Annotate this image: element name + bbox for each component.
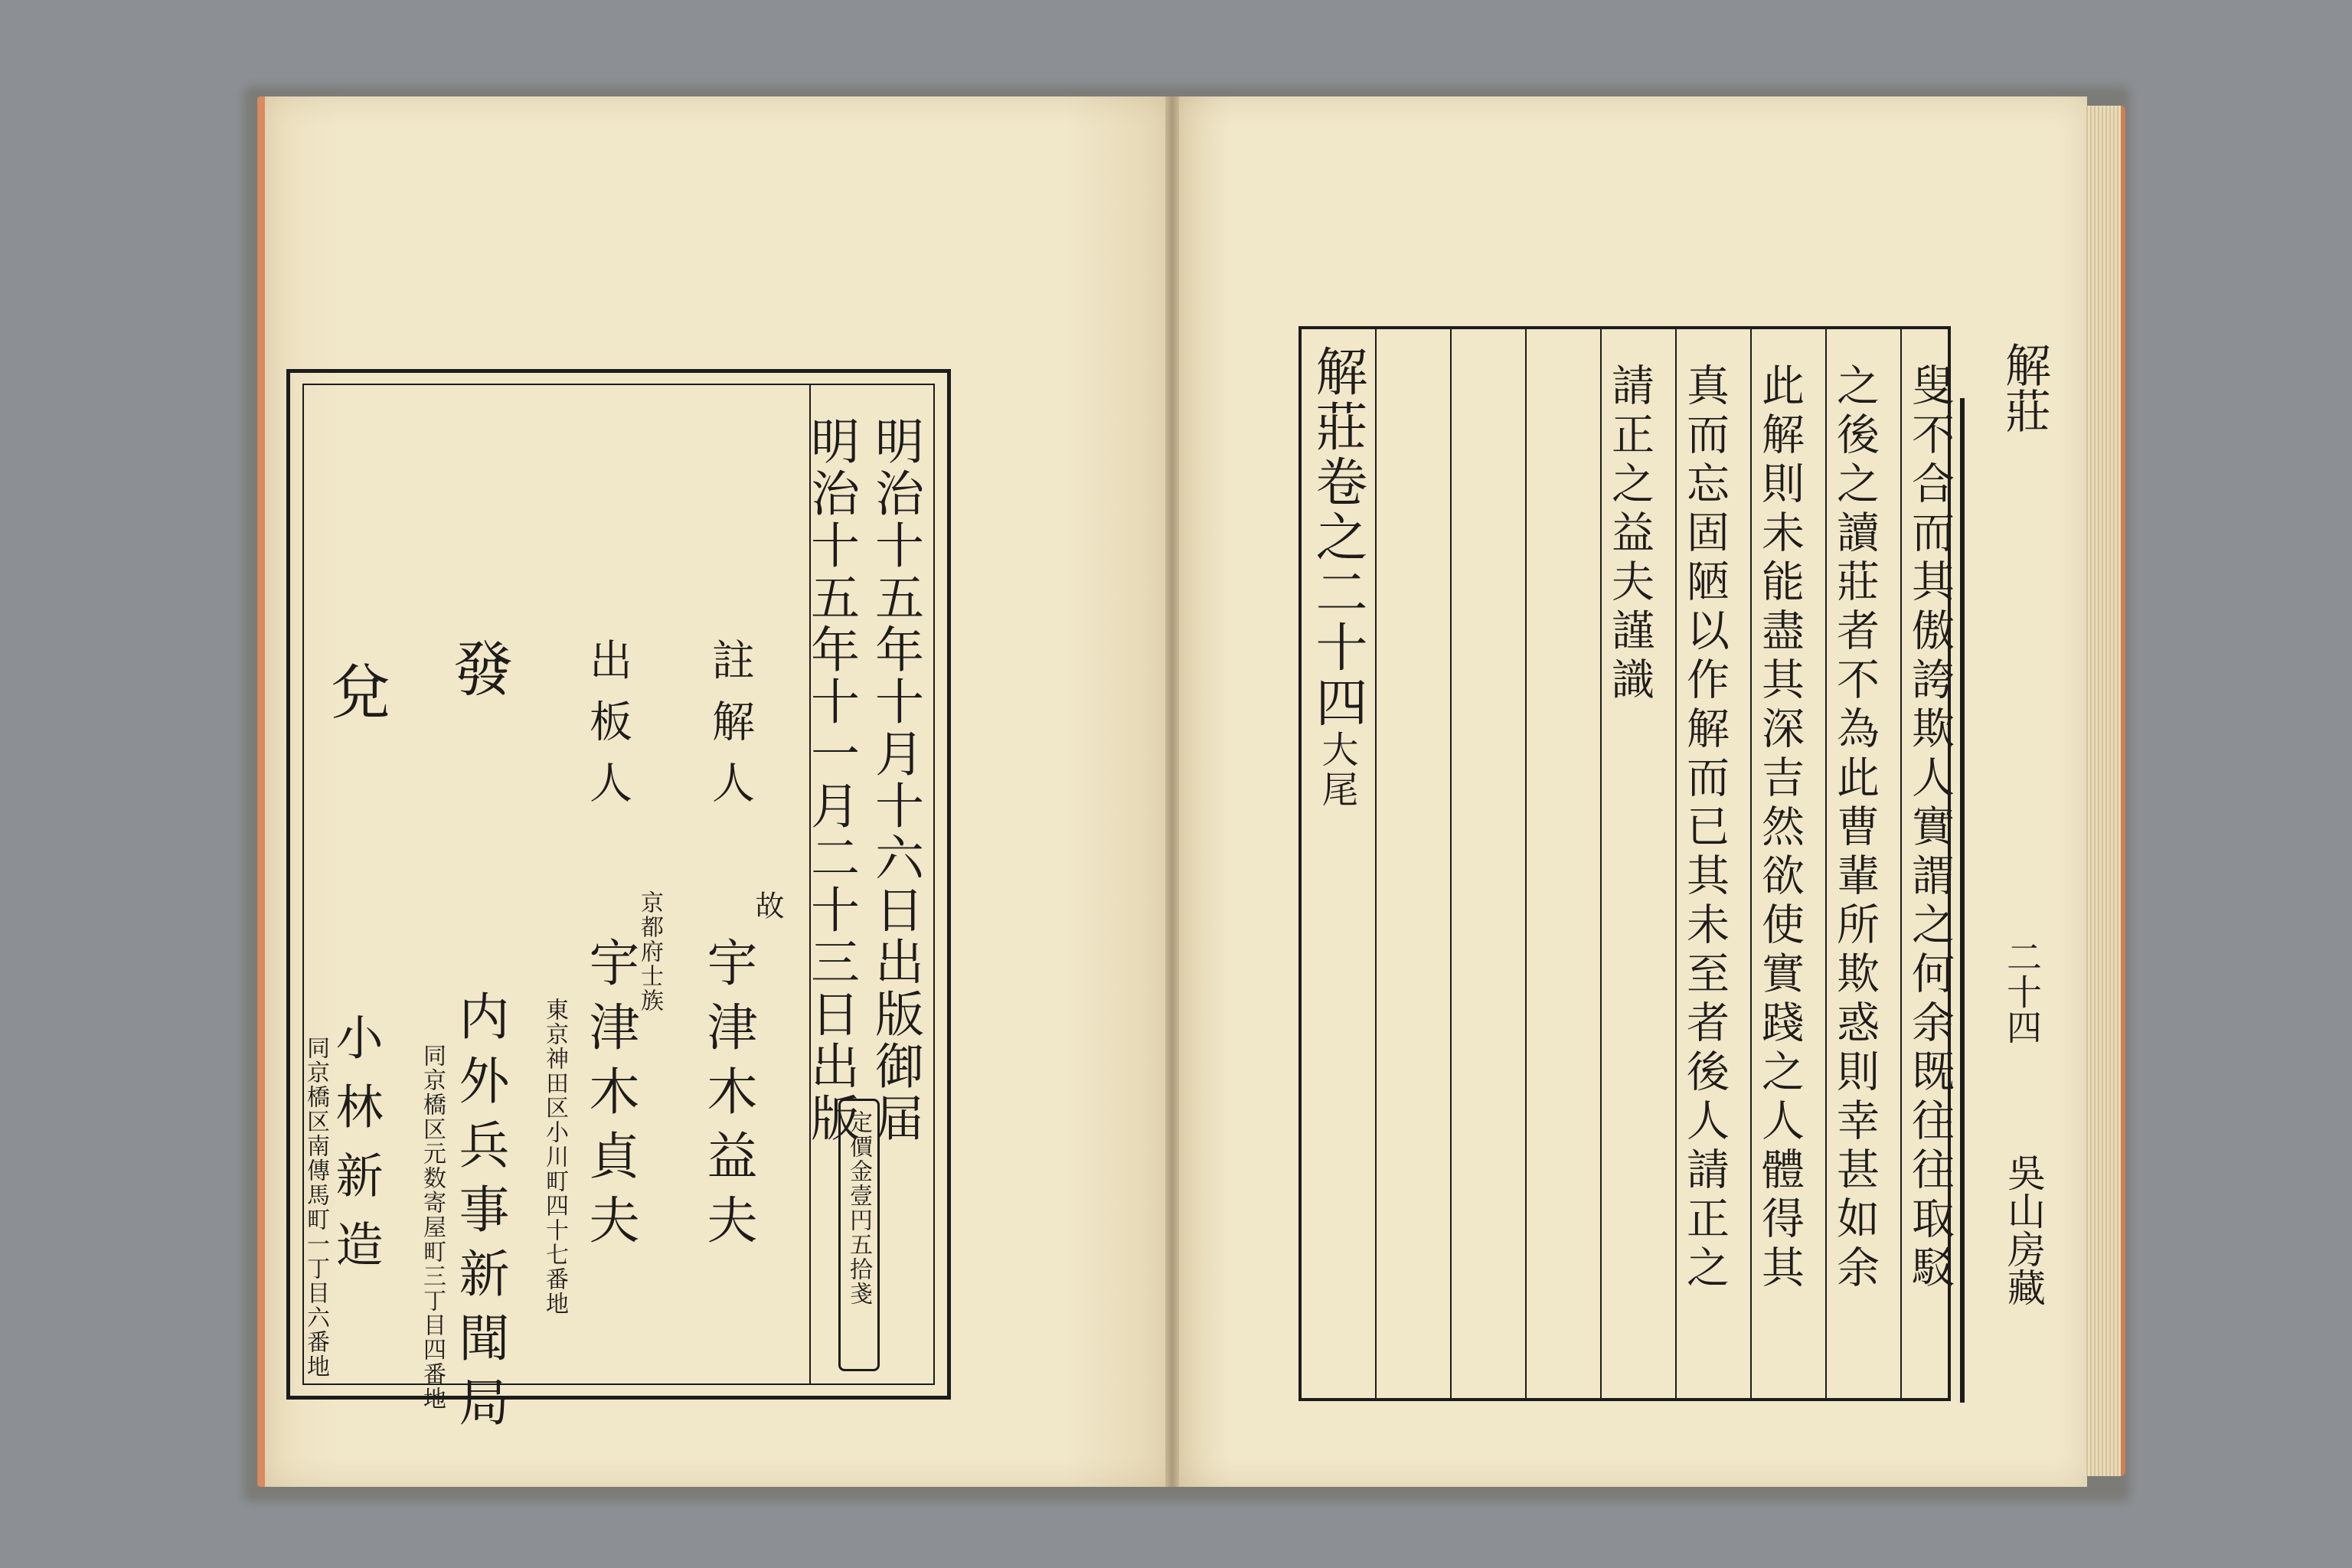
side-volume-number: 二十四 — [2001, 939, 2043, 1044]
annotator-role: 註解人 — [705, 638, 755, 822]
issuer-address-1: 同京橋区元数寄屋町三丁目四番地 — [419, 1044, 446, 1411]
column-rule — [1825, 329, 1827, 1398]
side-label-column — [1955, 326, 2051, 1401]
text-column-4: 真而忘固陋以作解而已其未至者後人請正之 — [1680, 363, 1730, 1294]
publisher-address: 東京神田区小川町四十七番地 — [541, 998, 568, 1316]
colophon-inner-frame — [302, 384, 935, 1440]
text-column-2: 之後之讀莊者不為此曹輩所欺惑則幸甚如余 — [1830, 363, 1880, 1294]
annotator-prefix: 故 — [750, 890, 784, 920]
publisher-origin: 京都府士族 — [636, 890, 663, 1013]
volume-heading — [1307, 345, 1367, 810]
column-rule — [1900, 329, 1902, 1398]
annotator-name: 宇津木益夫 — [698, 936, 757, 1258]
column-rule — [1525, 329, 1527, 1398]
main-text-block — [1298, 326, 1955, 1401]
column-rule — [1450, 329, 1452, 1398]
issuer-name-1: 内外兵事新聞局 — [450, 990, 509, 1440]
column-rule — [1675, 329, 1677, 1398]
issuer-address-2: 同京橋区南傳馬町一丁目六番地 — [302, 1036, 329, 1379]
price-label: 定價金壹円五拾戔 — [845, 1110, 872, 1306]
text-column-3: 此解則未能盡其深吉然欲使實踐之人體得其 — [1755, 363, 1805, 1294]
issuer-role-part1: 發 — [443, 638, 512, 716]
side-title: 解莊 — [1998, 341, 2051, 433]
page-edges — [2084, 106, 2125, 1476]
book-gutter — [1165, 96, 1179, 1487]
volume-end-note: 大尾 — [1315, 730, 1358, 810]
colophon-frame — [286, 369, 951, 1440]
price-box — [838, 1099, 880, 1371]
publisher-role: 出板人 — [583, 638, 632, 822]
column-rule — [1750, 329, 1752, 1398]
column-rule — [1600, 329, 1602, 1398]
volume-title: 解莊卷之二十四 — [1307, 345, 1367, 730]
registration-date: 明治十五年十月十六日出版御届 — [867, 416, 923, 1145]
issuer-name-2: 小林新造 — [328, 1013, 384, 1289]
side-publisher: 吳山房藏 — [2001, 1153, 2046, 1306]
text-column-5: 請正之益夫謹識 — [1605, 363, 1655, 706]
column-rule — [1375, 329, 1377, 1398]
publication-date: 明治十五年十一月二十三日出版 — [802, 416, 859, 1145]
publisher-name: 宇津木貞夫 — [580, 936, 639, 1258]
text-column-1: 叟不合而其傲誇欺人實謂之何余既往往取駁 — [1905, 363, 1955, 1294]
issuer-role-part2: 兌 — [321, 661, 390, 739]
